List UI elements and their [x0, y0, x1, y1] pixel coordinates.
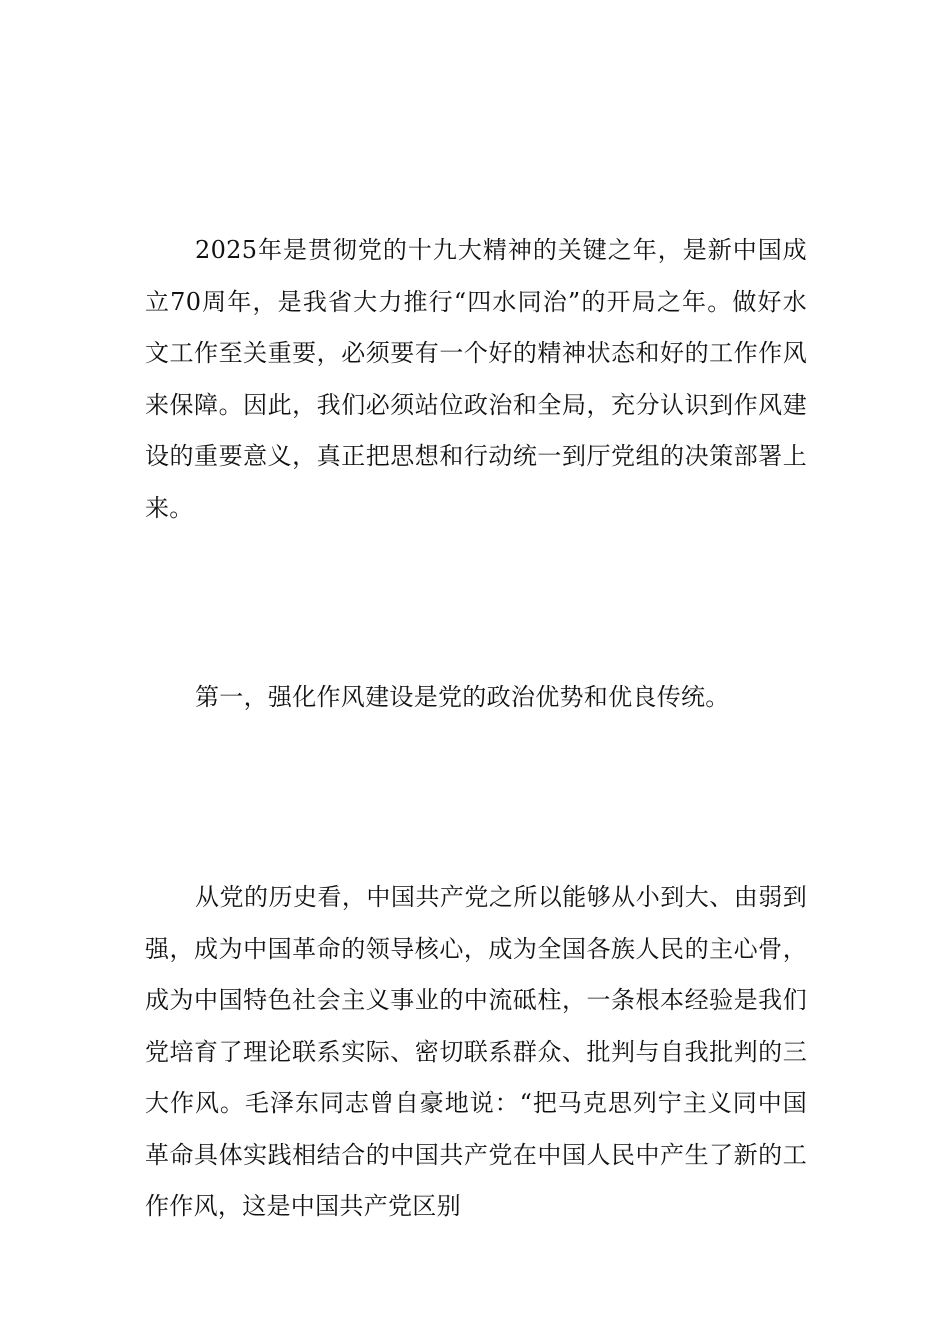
paragraph-intro: 2025年是贯彻党的十九大精神的关键之年，是新中国成立70周年，是我省大力推行“四水同治”的开局之年。做好水文工作至关重要，必须要有一个好的精神状态和好的工作作风来保障。因此，我们必须站位政治和全局，充分认识到作风建设的重要意义，真正把思想和行动统一到厅党组的决策部署上来。 — [145, 236, 807, 522]
paragraph-history: 从党的历史看，中国共产党之所以能够从小到大、由弱到强，成为中国革命的领导核心，成为全国各族人民的主心骨，成为中国特色社会主义事业的中流砥柱，一条根本经验是我们党培育了理论联系实际、密切联系群众、批判与自我批判的三大作风。毛泽东同志曾自豪地说：“把马克思列宁主义同中国革命具体实践相结合的中国共产党在中国人民中产生了新的工作作风，这是中国共产党区别 — [145, 883, 807, 1220]
section-heading-first: 第一，强化作风建设是党的政治优势和优良传统。 — [195, 683, 730, 711]
